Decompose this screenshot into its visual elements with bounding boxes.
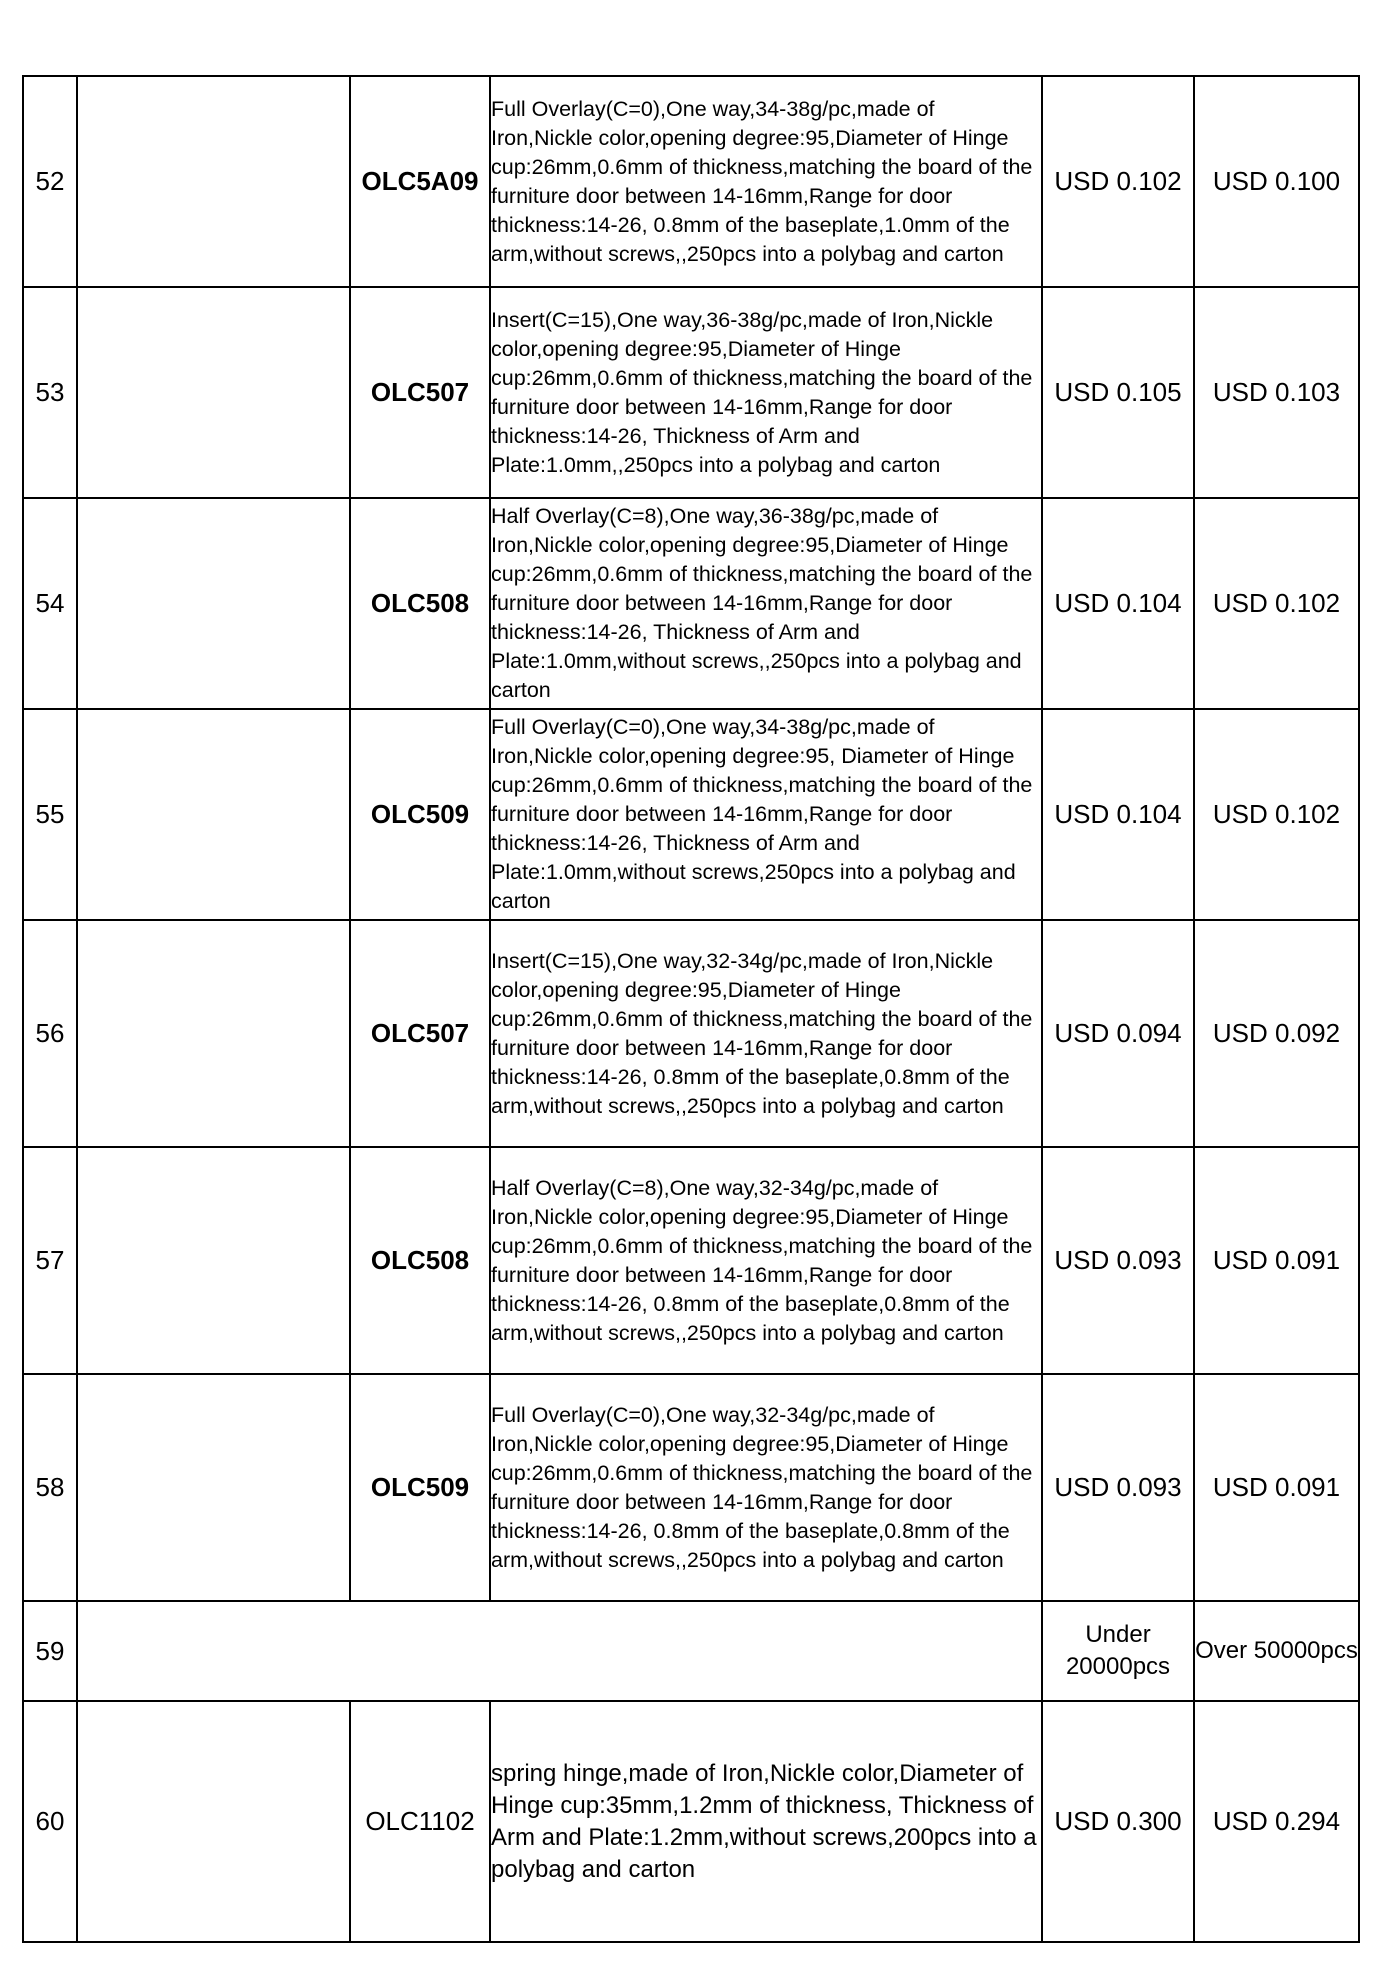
price-over-50000: USD 0.103: [1194, 287, 1359, 498]
table-row: [23, 1147, 1359, 1374]
product-image-cell: [77, 1147, 350, 1374]
price-under-20000: USD 0.105: [1042, 287, 1194, 498]
product-catalog-table: [22, 75, 1360, 1943]
price-under-20000: USD 0.093: [1042, 1374, 1194, 1601]
product-image-cell: [77, 1374, 350, 1601]
product-description: Insert(C=15),One way,36-38g/pc,made of Iron,Nickle color,opening degree:95,Diameter of Hinge cup:26mm,0.6mm of thickness,matching the board of the furniture door between 14-16mm,Range for door thickness:14-26, Thickness of Arm and Plate:1.0mm,,250pcs into a polybag and carton: [490, 287, 1042, 498]
row-number: 55: [23, 709, 77, 920]
catalog-body: [23, 76, 1359, 1942]
table-row: [23, 1701, 1359, 1942]
product-code: OLC509: [350, 1374, 490, 1601]
product-description: Full Overlay(C=0),One way,34-38g/pc,made of Iron,Nickle color,opening degree:95, Diameter of Hinge cup:26mm,0.6mm of thickness,matching the board of the furniture door between 14-16mm,Range for door thickness:14-26, Thickness of Arm and Plate:1.0mm,without screws,250pcs into a polybag and carton: [490, 709, 1042, 920]
row-number: 56: [23, 920, 77, 1147]
product-code: OLC1102: [350, 1701, 490, 1942]
price-over-50000: USD 0.091: [1194, 1147, 1359, 1374]
price-over-50000: USD 0.100: [1194, 76, 1359, 287]
product-code: OLC508: [350, 1147, 490, 1374]
price-over-50000: USD 0.102: [1194, 709, 1359, 920]
price-under-20000: USD 0.093: [1042, 1147, 1194, 1374]
price-over-50000: USD 0.091: [1194, 1374, 1359, 1601]
price-under-20000: USD 0.094: [1042, 920, 1194, 1147]
price-over-50000: USD 0.102: [1194, 498, 1359, 709]
product-code: OLC5A09: [350, 76, 490, 287]
product-description: Insert(C=15),One way,32-34g/pc,made of Iron,Nickle color,opening degree:95,Diameter of Hinge cup:26mm,0.6mm of thickness,matching the board of the furniture door between 14-16mm,Range for door thickness:14-26, 0.8mm of the baseplate,0.8mm of the arm,without screws,,250pcs into a polybag and carton: [490, 920, 1042, 1147]
table-row: [23, 709, 1359, 920]
product-image-cell: [77, 498, 350, 709]
product-code: OLC507: [350, 287, 490, 498]
table-row: [23, 287, 1359, 498]
row-number: 54: [23, 498, 77, 709]
product-image-cell: [77, 76, 350, 287]
price-under-20000: USD 0.300: [1042, 1701, 1194, 1942]
empty-cell: [77, 1601, 1042, 1701]
row-number: 60: [23, 1701, 77, 1942]
price-under-20000: USD 0.102: [1042, 76, 1194, 287]
product-description: Half Overlay(C=8),One way,36-38g/pc,made of Iron,Nickle color,opening degree:95,Diameter of Hinge cup:26mm,0.6mm of thickness,matching the board of the furniture door between 14-16mm,Range for door thickness:14-26, Thickness of Arm and Plate:1.0mm,without screws,,250pcs into a polybag and carton: [490, 498, 1042, 709]
row-number: 59: [23, 1601, 77, 1701]
product-code: OLC509: [350, 709, 490, 920]
product-image-cell: [77, 920, 350, 1147]
product-image-cell: [77, 709, 350, 920]
row-number: 58: [23, 1374, 77, 1601]
quantity-header-over: Over 50000pcs: [1194, 1601, 1359, 1701]
product-code: OLC507: [350, 920, 490, 1147]
price-header-row: [23, 1601, 1359, 1701]
product-image-cell: [77, 1701, 350, 1942]
product-description: Full Overlay(C=0),One way,32-34g/pc,made of Iron,Nickle color,opening degree:95,Diameter of Hinge cup:26mm,0.6mm of thickness,matching the board of the furniture door between 14-16mm,Range for door thickness:14-26, 0.8mm of the baseplate,0.8mm of the arm,without screws,,250pcs into a polybag and carton: [490, 1374, 1042, 1601]
product-description: Full Overlay(C=0),One way,34-38g/pc,made of Iron,Nickle color,opening degree:95,Diameter of Hinge cup:26mm,0.6mm of thickness,matching the board of the furniture door between 14-16mm,Range for door thickness:14-26, 0.8mm of the baseplate,1.0mm of the arm,without screws,,250pcs into a polybag and carton: [490, 76, 1042, 287]
row-number: 52: [23, 76, 77, 287]
product-image-cell: [77, 287, 350, 498]
product-description: spring hinge,made of Iron,Nickle color,Diameter of Hinge cup:35mm,1.2mm of thickness, Thickness of Arm and Plate:1.2mm,without screws,200pcs into a polybag and carton: [490, 1701, 1042, 1942]
product-description: Half Overlay(C=8),One way,32-34g/pc,made of Iron,Nickle color,opening degree:95,Diameter of Hinge cup:26mm,0.6mm of thickness,matching the board of the furniture door between 14-16mm,Range for door thickness:14-26, 0.8mm of the baseplate,0.8mm of the arm,without screws,,250pcs into a polybag and carton: [490, 1147, 1042, 1374]
price-under-20000: USD 0.104: [1042, 498, 1194, 709]
quantity-header-under: Under 20000pcs: [1042, 1601, 1194, 1701]
product-code: OLC508: [350, 498, 490, 709]
price-under-20000: USD 0.104: [1042, 709, 1194, 920]
table-row: [23, 76, 1359, 287]
price-over-50000: USD 0.294: [1194, 1701, 1359, 1942]
table-row: [23, 1374, 1359, 1601]
table-row: [23, 920, 1359, 1147]
row-number: 57: [23, 1147, 77, 1374]
table-row: [23, 498, 1359, 709]
row-number: 53: [23, 287, 77, 498]
price-over-50000: USD 0.092: [1194, 920, 1359, 1147]
